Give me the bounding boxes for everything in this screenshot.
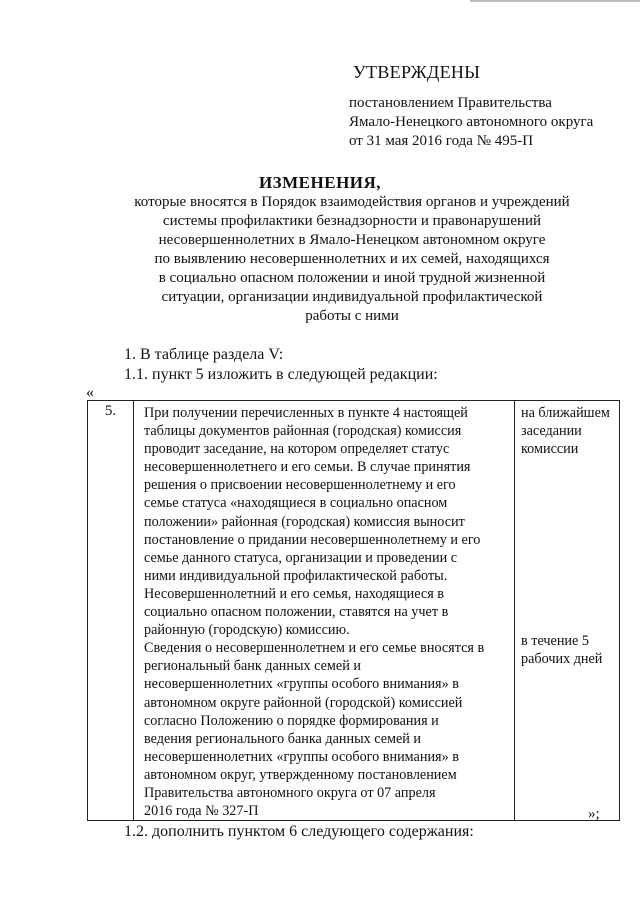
term-meeting: [521, 404, 617, 458]
amendment-table: [87, 400, 620, 821]
content-line: социально опасном положении, ставятся на учет в: [144, 604, 449, 621]
content-line: положении» районная (городская) комиссия выносит: [144, 513, 465, 530]
term-line: в течение 5: [521, 633, 589, 649]
subtitle-line: которые вносятся в Порядок взаимодействия органов и учреждений: [134, 194, 570, 210]
term-line: комиссии: [521, 441, 579, 458]
content-line: проводит заседание, на котором определяет статус: [144, 441, 450, 458]
subtitle-line: работы с ними: [305, 308, 399, 324]
content-line: Правительства автономного округа от 07 апреля: [144, 784, 436, 801]
closing-quote: »;: [588, 806, 600, 822]
content-line: автономном округ, утвержденному постановлением: [144, 766, 457, 783]
approval-stamp-title: УТВЕРЖДЕНЫ: [353, 62, 481, 82]
term-line: рабочих дней: [521, 651, 603, 668]
point-1-2: 1.2. дополнить пунктом 6 следующего содержания:: [124, 823, 474, 840]
term-working-days: [521, 632, 602, 668]
approval-line: Ямало-Ненецкого автономного округа: [349, 114, 594, 130]
row-number-cell: 5.: [88, 401, 134, 821]
approval-line: от 31 мая 2016 года № 495-П: [349, 133, 534, 149]
intro-point-1-1: 1.1. пункт 5 изложить в следующей редакции:: [124, 366, 438, 383]
content-line: таблицы документов районная (городская) комиссия: [144, 423, 462, 440]
subtitle-line: системы профилактики безнадзорности и правонарушений: [162, 213, 542, 229]
content-line: Несовершеннолетний и его семья, находящиеся в: [144, 585, 444, 602]
content-line: Сведения о несовершеннолетнем и его семье вносятся в: [144, 640, 485, 657]
subtitle-line: несовершеннолетних в Ямало-Ненецком автономном округе: [158, 232, 546, 248]
content-line: региональный банк данных семей и: [144, 658, 361, 675]
content-line: районную (городскую) комиссию.: [144, 622, 350, 639]
approval-details: [349, 94, 593, 151]
content-line: ними индивидуальной профилактической работы.: [144, 567, 448, 584]
subtitle-line: ситуации, организации индивидуальной профилактической: [161, 289, 543, 305]
content-line: семье данного статуса, организации и проведении с: [144, 549, 458, 566]
term-cell: [515, 401, 620, 821]
content-line: несовершеннолетнего и его семьи. В случае принятия: [144, 459, 471, 476]
content-line: При получении перечисленных в пункте 4 настоящей: [144, 405, 468, 421]
content-line: несовершеннолетних «группы особого внимания» в: [144, 748, 459, 765]
content-line: решения о присвоении несовершеннолетнему и его: [144, 477, 456, 494]
row-content-cell: [134, 401, 515, 821]
content-line: 2016 года № 327-П: [144, 803, 259, 820]
approval-line: постановлением Правительства: [349, 95, 552, 111]
content-line: согласно Положению о порядке формирования и: [144, 712, 439, 729]
content-line: ведения регионального банка данных семей и: [144, 730, 422, 747]
term-line: заседании: [521, 423, 582, 440]
term-line: на ближайшем: [521, 405, 610, 421]
content-line: постановление о придании несовершеннолетнему и его: [144, 531, 481, 548]
document-title: ИЗМЕНЕНИЯ,: [258, 173, 382, 192]
scan-edge-mark: [470, 0, 640, 2]
table-row: [88, 401, 620, 821]
subtitle-line: в социально опасном положении и иной трудной жизненной: [158, 270, 546, 286]
content-line: семье статуса «находящиеся в социально опасном: [144, 495, 448, 512]
opening-quote: «: [86, 384, 94, 401]
document-subtitle: [0, 193, 640, 326]
subtitle-line: по выявлению несовершеннолетних и их семей, находящихся: [154, 251, 550, 267]
content-line: несовершеннолетних «группы особого внимания» в: [144, 676, 459, 693]
intro-point-1: 1. В таблице раздела V:: [124, 346, 284, 363]
content-line: автономном округе районной (городской) комиссией: [144, 694, 463, 711]
